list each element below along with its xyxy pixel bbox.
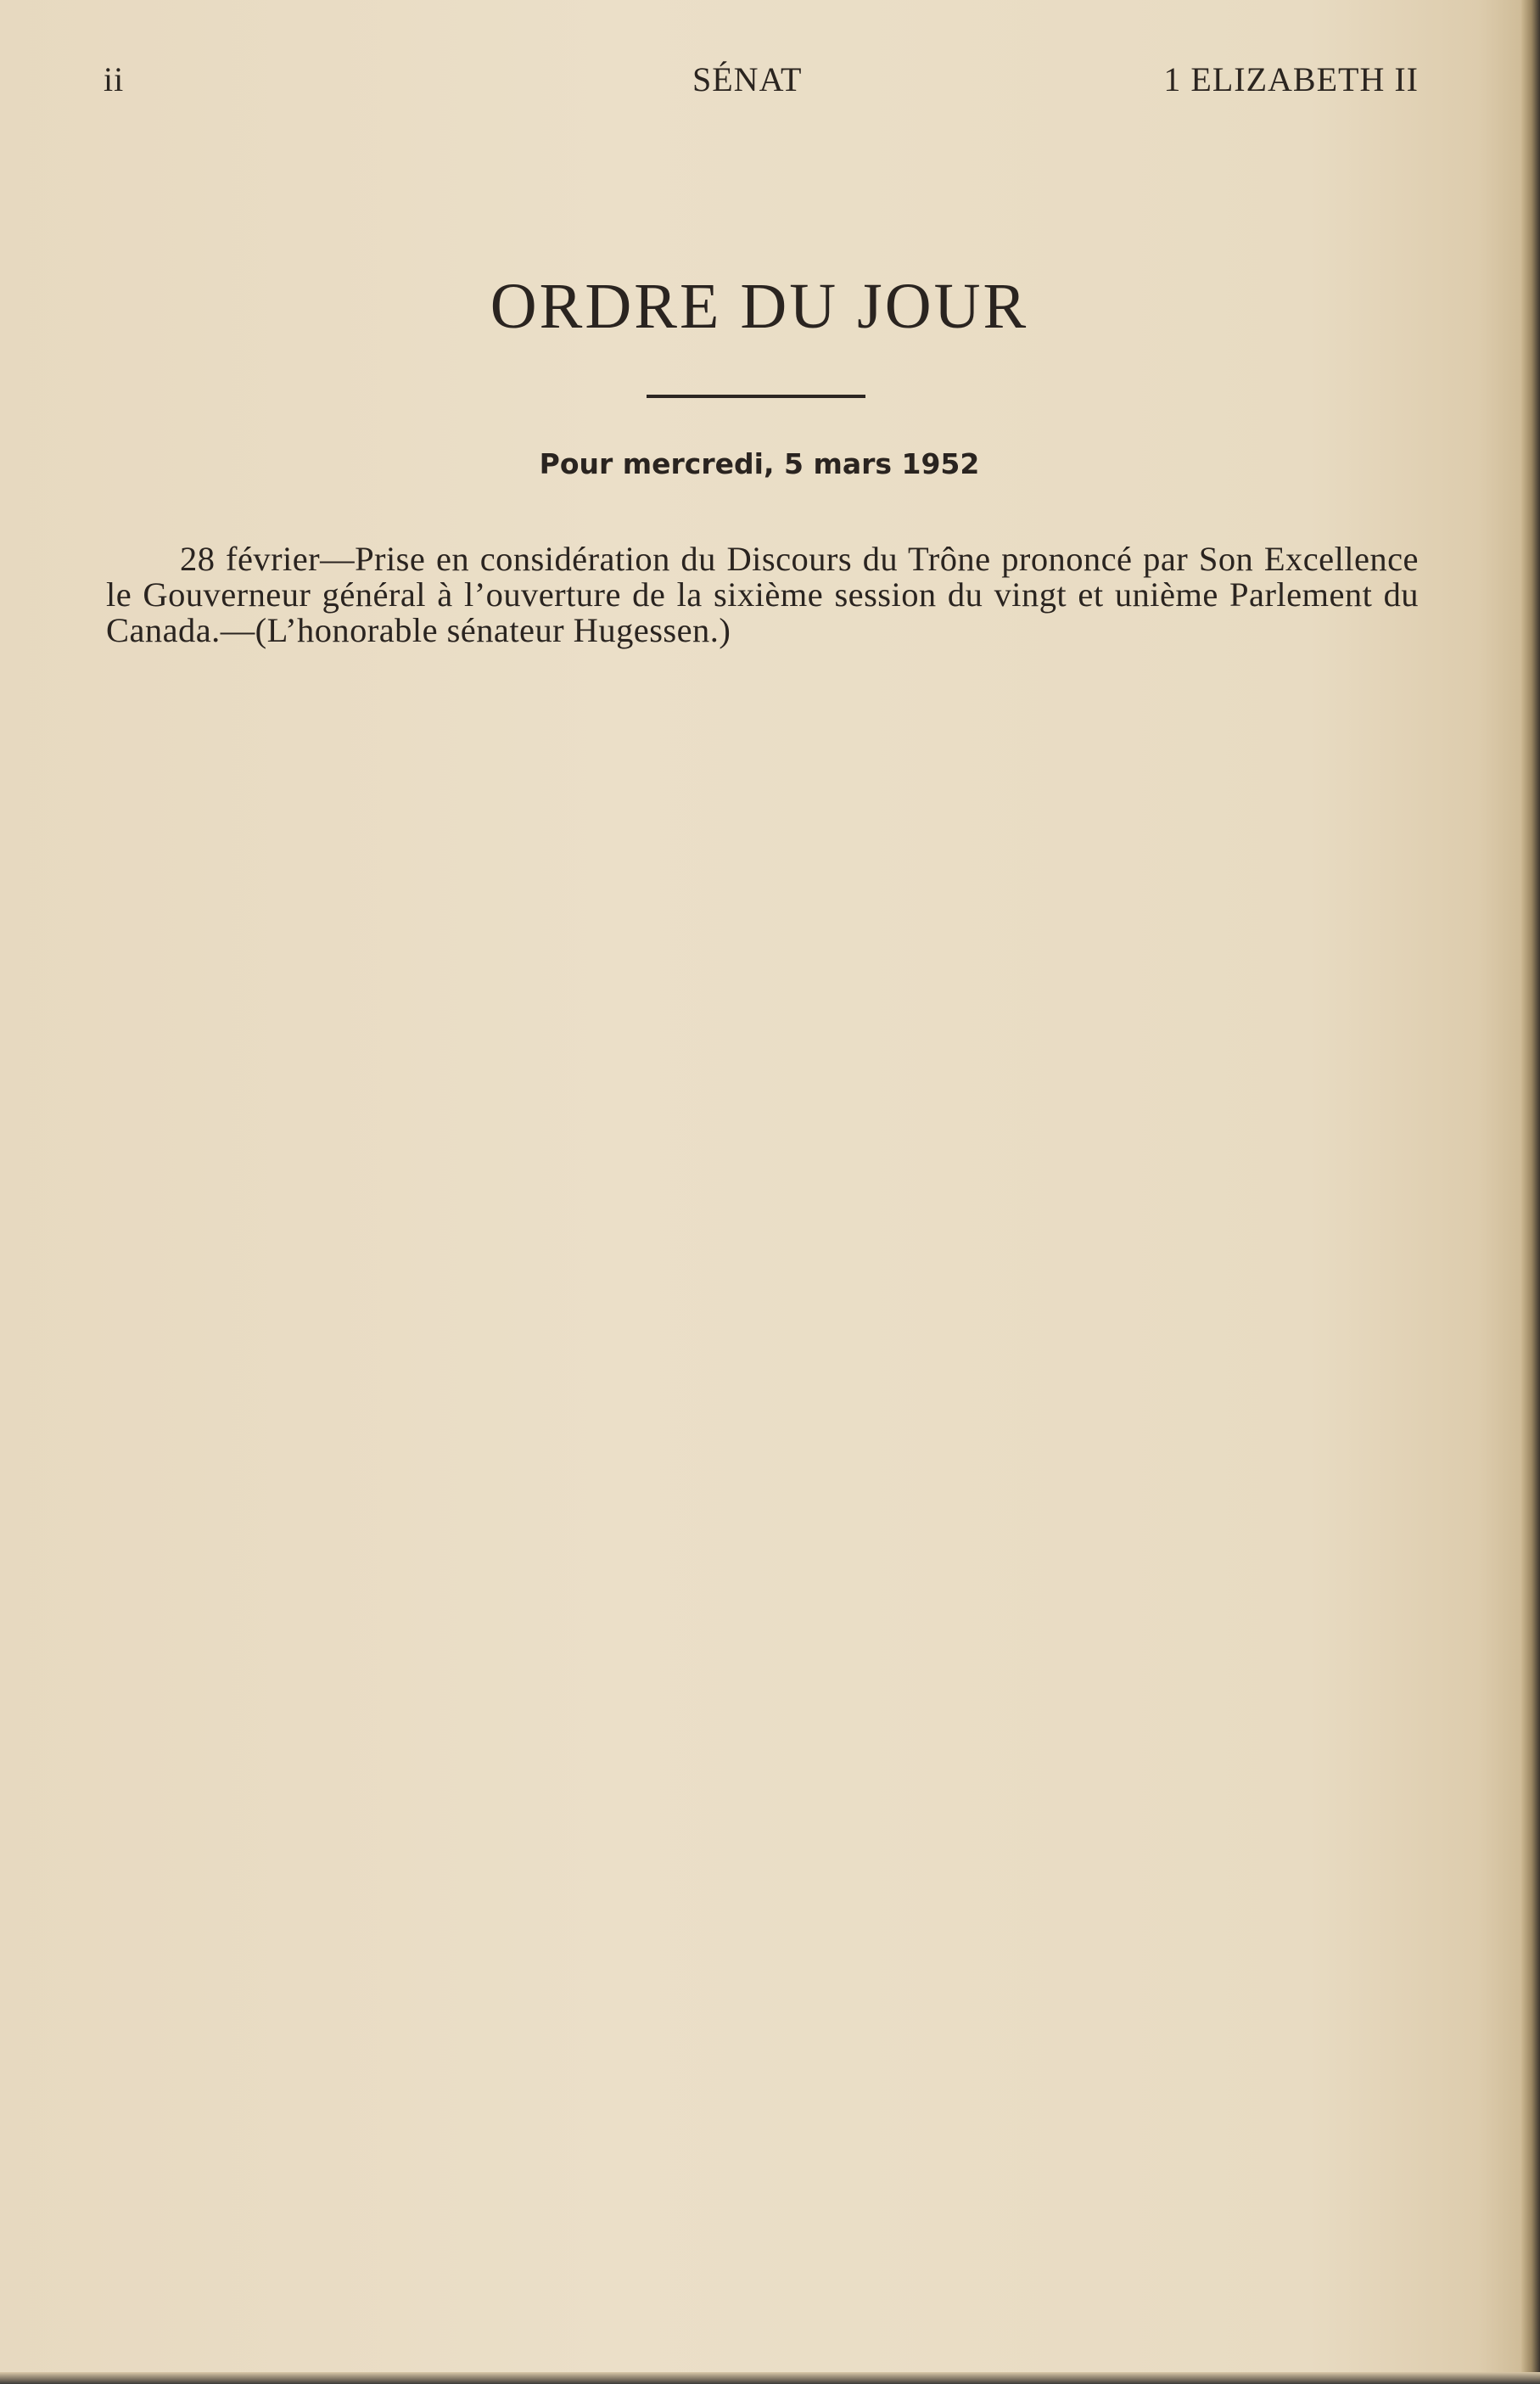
running-header	[104, 59, 1419, 102]
title-divider	[647, 395, 865, 398]
page-edge-shadow	[1521, 0, 1540, 2384]
agenda-entry: 28 février—Prise en considération du Discours du Trône prononcé par Son Excellence le Gouverneur général à l’ouverture de la sixième session du vingt et unième Parlement du Canada.—(L’honorable sénateur Hugessen.)	[106, 539, 1419, 649]
header-regnal-year: 1 ELIZABETH II	[1163, 60, 1419, 98]
page-number: ii	[104, 60, 125, 98]
page-title: ORDRE DU JOUR	[490, 271, 1029, 342]
page-bottom-edge	[0, 2372, 1540, 2384]
header-section: SÉNAT	[692, 60, 803, 98]
date-heading: Pour mercredi, 5 mars 1952	[539, 447, 980, 480]
